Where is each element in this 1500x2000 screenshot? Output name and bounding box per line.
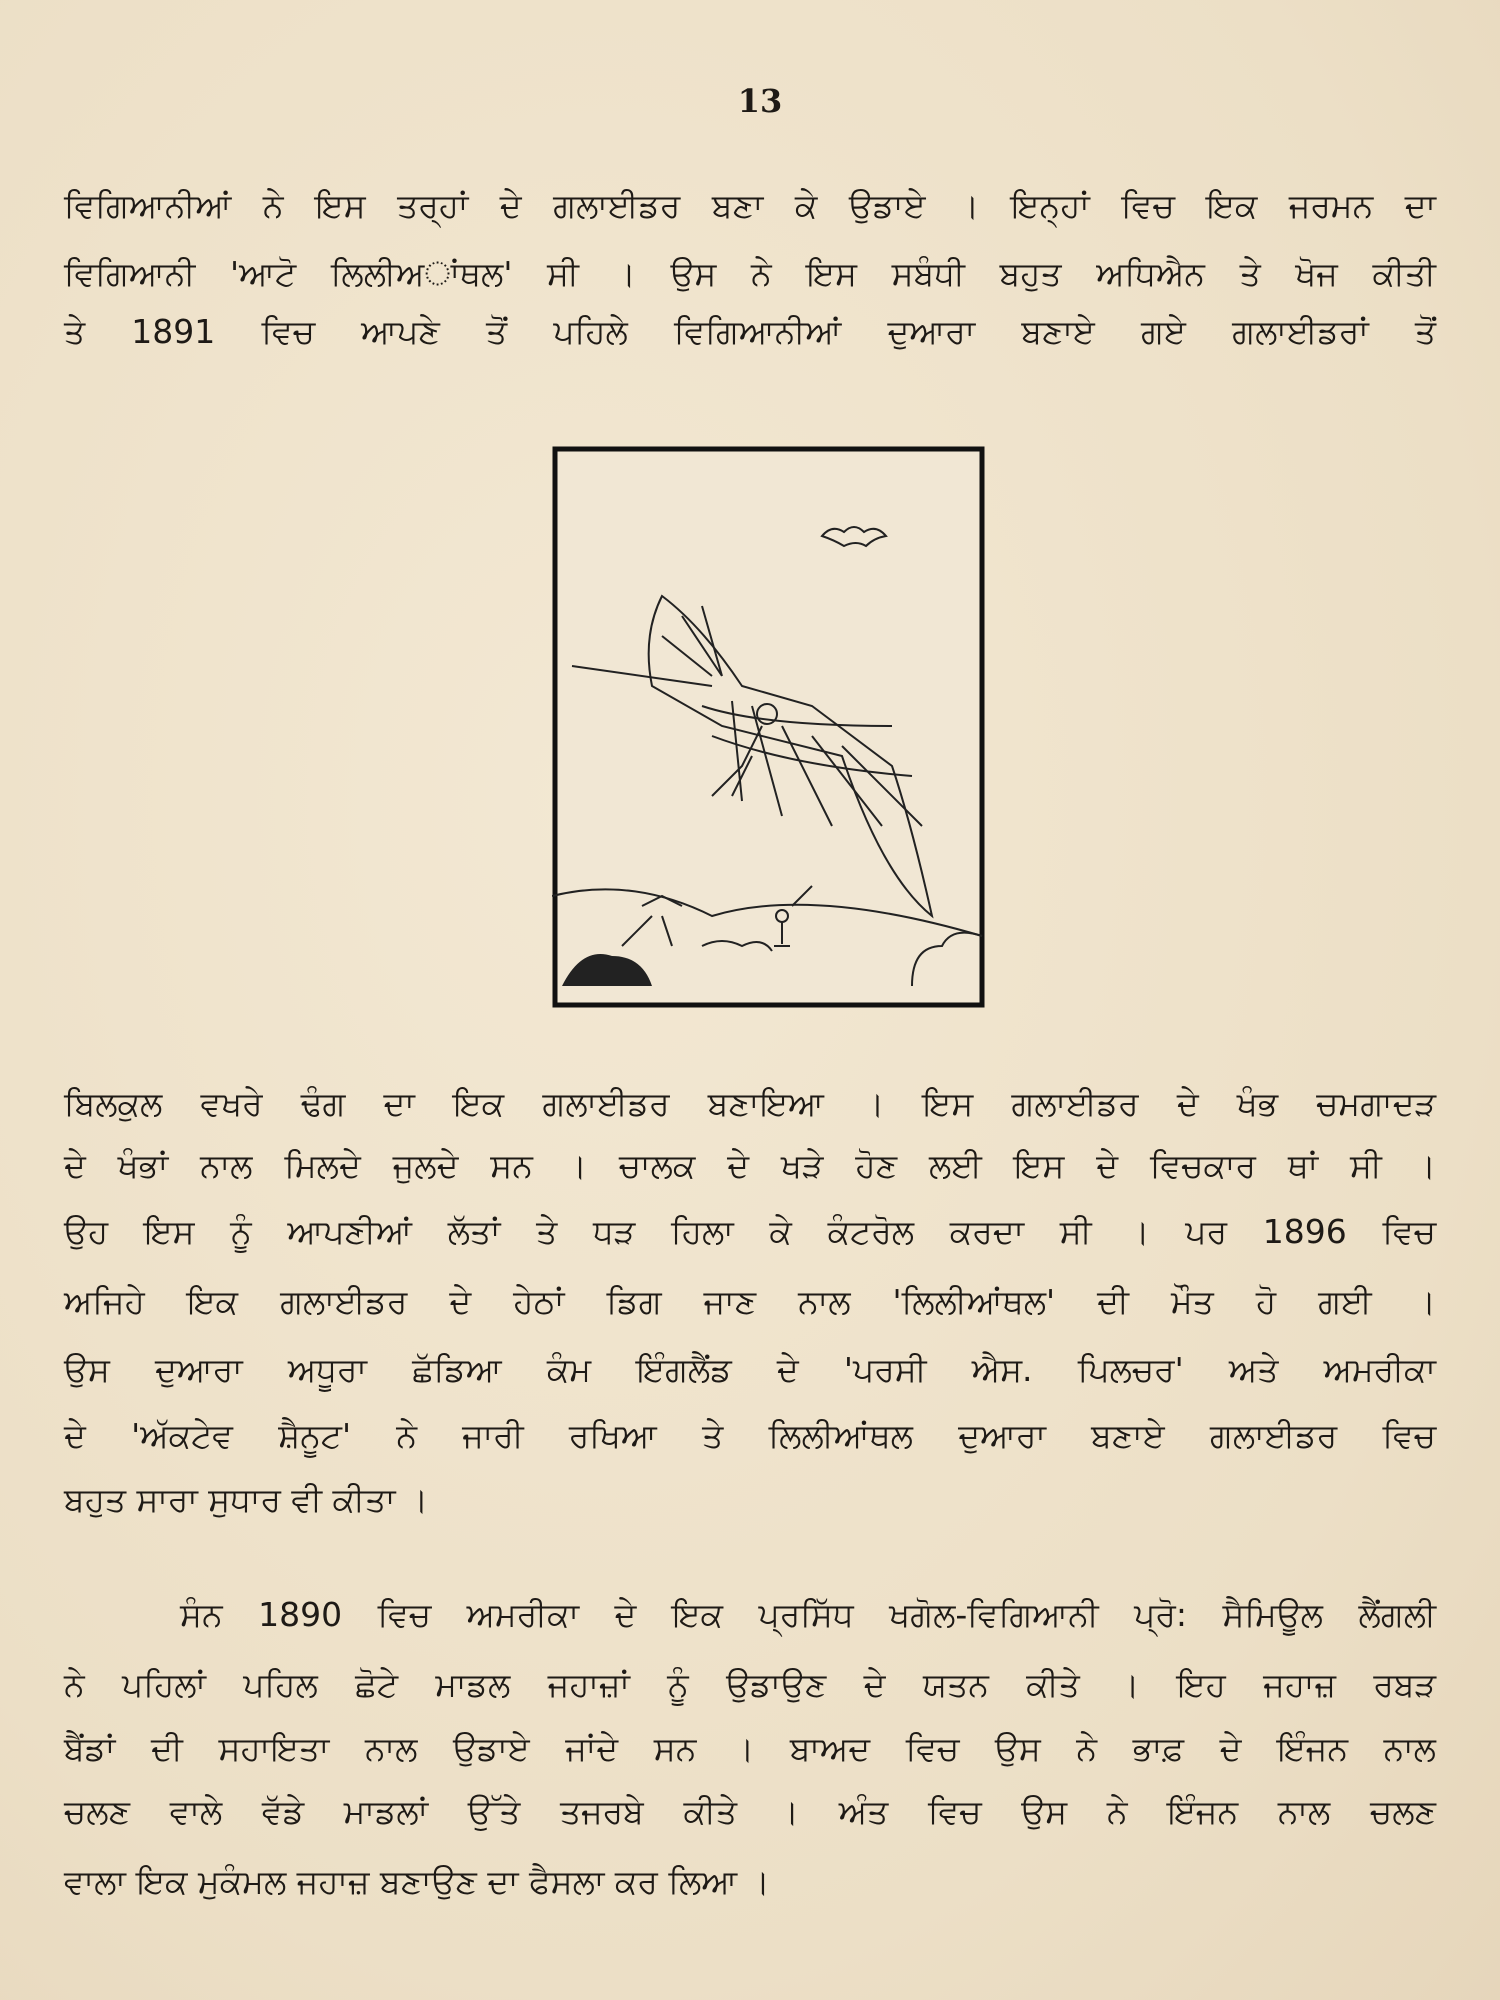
text-line: ਤੇ 1891 ਵਿਚ ਆਪਣੇ ਤੋਂ ਪਹਿਲੇ ਵਿਗਿਆਨੀਆਂ ਦੁਆਰਾ ਬਣਾਏ ਗਏ ਗਲਾਈਡਰਾਂ ਤੋਂ <box>64 312 1436 351</box>
text-line: ਵਾਲਾ ਇਕ ਮੁਕੰਮਲ ਜਹਾਜ਼ ਬਣਾਉਣ ਦਾ ਫੈਸਲਾ ਕਰ ਲਿਆ । <box>64 1862 770 1901</box>
text-line: ਅਜਿਹੇ ਇਕ ਗਲਾਈਡਰ ਦੇ ਹੇਠਾਂ ਡਿਗ ਜਾਣ ਨਾਲ 'ਲਿਲੀਆਂਥਲ' ਦੀ ਮੌਤ ਹੋ ਗਈ । <box>64 1282 1436 1321</box>
text-line: ਬਹੁਤ ਸਾਰਾ ਸੁਧਾਰ ਵੀ ਕੀਤਾ । <box>64 1480 429 1519</box>
text-line: ਦੇ ਖੰਭਾਂ ਨਾਲ ਮਿਲਦੇ ਜੁਲਦੇ ਸਨ । ਚਾਲਕ ਦੇ ਖੜੇ ਹੋਣ ਲਈ ਇਸ ਦੇ ਵਿਚਕਾਰ ਥਾਂ ਸੀ । <box>64 1146 1436 1185</box>
text-line: ਬੈਂਡਾਂ ਦੀ ਸਹਾਇਤਾ ਨਾਲ ਉਡਾਏ ਜਾਂਦੇ ਸਨ । ਬਾਅਦ ਵਿਚ ਉਸ ਨੇ ਭਾਫ਼ ਦੇ ਇੰਜਨ ਨਾਲ <box>64 1729 1436 1768</box>
text-line: ਨੇ ਪਹਿਲਾਂ ਪਹਿਲ ਛੋਟੇ ਮਾਡਲ ਜਹਾਜ਼ਾਂ ਨੂੰ ਉਡਾਉਣ ਦੇ ਯਤਨ ਕੀਤੇ । ਇਹ ਜਹਾਜ਼ ਰਬੜ <box>64 1665 1436 1704</box>
text-line: ਬਿਲਕੁਲ ਵਖਰੇ ਢੰਗ ਦਾ ਇਕ ਗਲਾਈਡਰ ਬਣਾਇਆ । ਇਸ ਗਲਾਈਡਰ ਦੇ ਖੰਭ ਚਮਗਾਦੜ <box>64 1084 1436 1123</box>
text-line: ਉਸ ਦੁਆਰਾ ਅਧੂਰਾ ਛੱਡਿਆ ਕੰਮ ਇੰਗਲੈਂਡ ਦੇ 'ਪਰਸੀ ਐਸ. ਪਿਲਚਰ' ਅਤੇ ਅਮਰੀਕਾ <box>64 1350 1436 1389</box>
text-line: ਦੇ 'ਅੱਕਟੇਵ ਸ਼ੈਨੂਟ' ਨੇ ਜਾਰੀ ਰਖਿਆ ਤੇ ਲਿਲੀਆਂਥਲ ਦੁਆਰਾ ਬਣਾਏ ਗਲਾਈਡਰ ਵਿਚ <box>64 1416 1436 1455</box>
text-line: ਵਿਗਿਆਨੀ 'ਆਟੋ ਲਿਲੀਅਾਂਥਲ' ਸੀ । ਉਸ ਨੇ ਇਸ ਸਬੰਧੀ ਬਹੁਤ ਅਧਿਐਨ ਤੇ ਖੋਜ ਕੀਤੀ <box>64 254 1436 293</box>
text-line: ਚਲਣ ਵਾਲੇ ਵੱਡੇ ਮਾਡਲਾਂ ਉੱਤੇ ਤਜਰਬੇ ਕੀਤੇ । ਅੰਤ ਵਿਚ ਉਸ ਨੇ ਇੰਜਨ ਨਾਲ ਚਲਣ <box>64 1792 1436 1831</box>
text-line: ਉਹ ਇਸ ਨੂੰ ਆਪਣੀਆਂ ਲੱਤਾਂ ਤੇ ਧੜ ਹਿਲਾ ਕੇ ਕੰਟਰੋਲ ਕਰਦਾ ਸੀ । ਪਰ 1896 ਵਿਚ <box>64 1212 1436 1251</box>
glider-illustration <box>552 446 985 1008</box>
text-line: ਸੰਨ 1890 ਵਿਚ ਅਮਰੀਕਾ ਦੇ ਇਕ ਪ੍ਰਸਿੱਧ ਖਗੋਲ-ਵਿਗਿਆਨੀ ਪ੍ਰੋ: ਸੈਮਿਊਲ ਲੈਂਗਲੀ <box>180 1595 1436 1634</box>
page-number: 13 <box>737 82 783 120</box>
text-line: ਵਿਗਿਆਨੀਆਂ ਨੇ ਇਸ ਤਰ੍ਹਾਂ ਦੇ ਗਲਾਈਡਰ ਬਣਾ ਕੇ ਉਡਾਏ । ਇਨ੍ਹਾਂ ਵਿਚ ਇਕ ਜਰਮਨ ਦਾ <box>64 186 1436 225</box>
